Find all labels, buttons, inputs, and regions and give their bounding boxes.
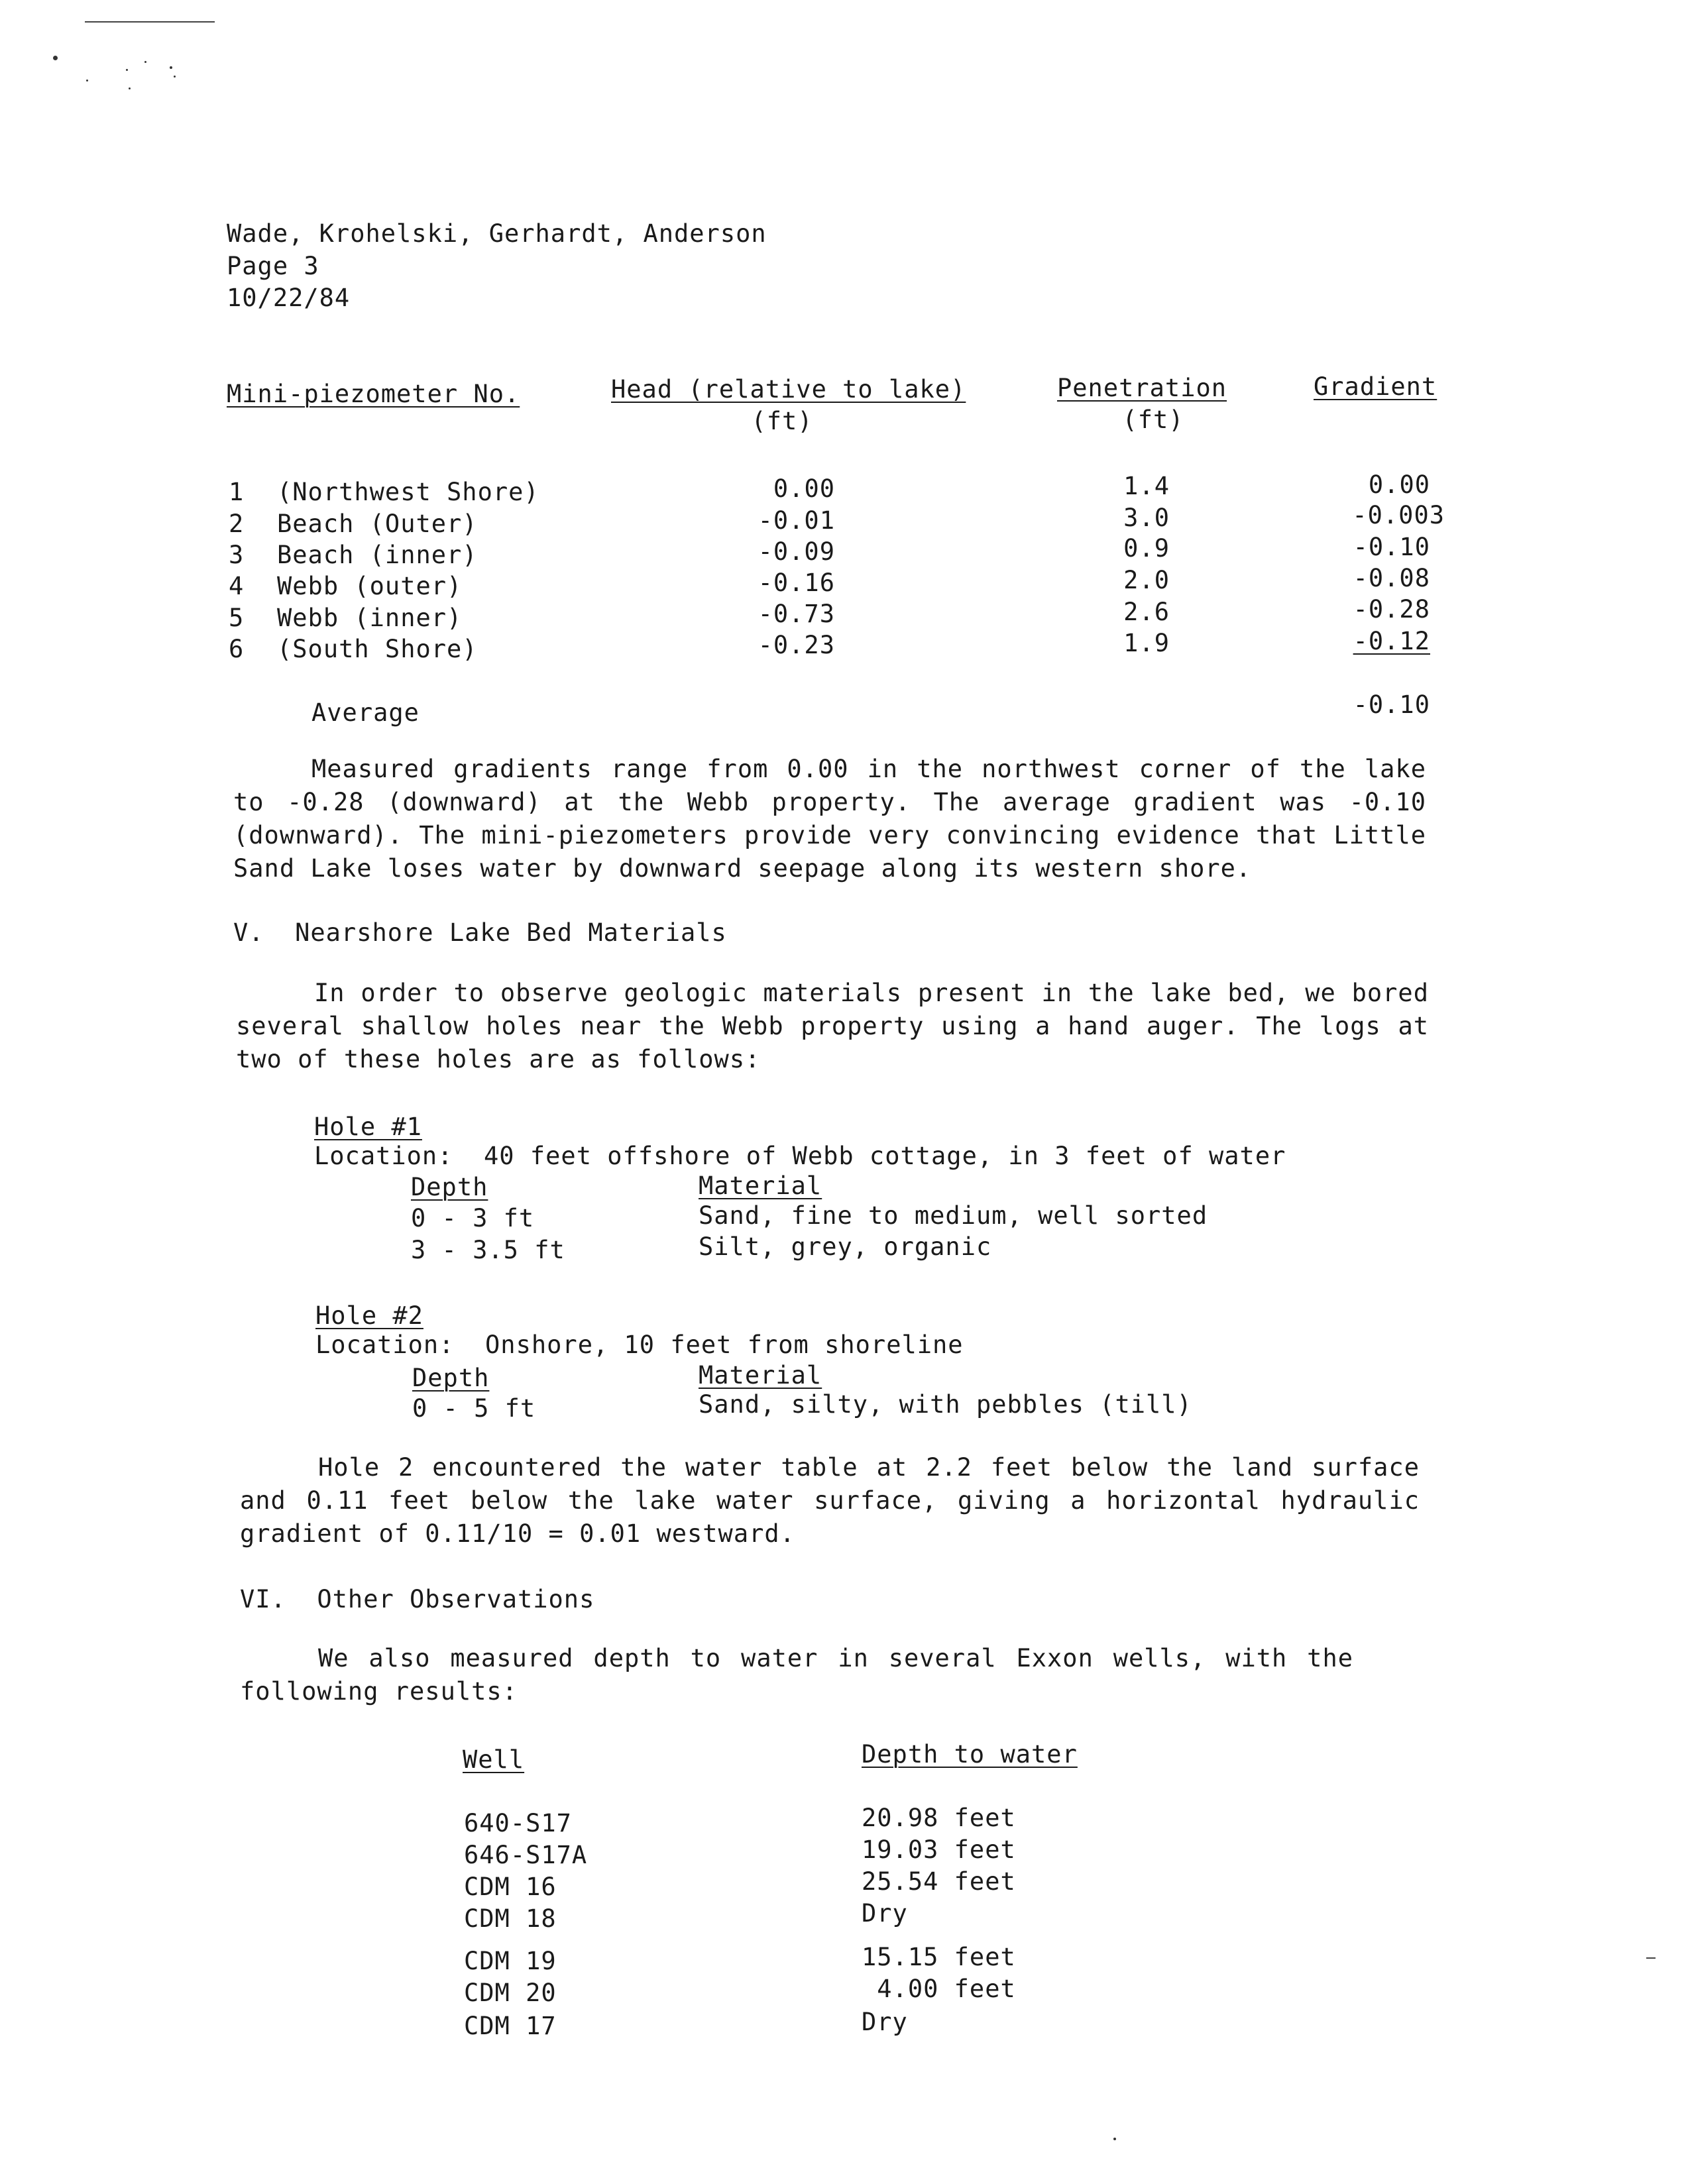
paragraph-wells-intro [240, 1642, 1353, 1708]
hole2-material-header: Material [699, 1361, 822, 1390]
row-gradient: -0.12 [1353, 627, 1430, 655]
scan-speck [144, 61, 146, 63]
row-name: Beach (inner) [277, 541, 478, 569]
row-penetration: 2.0 [1123, 566, 1170, 594]
row-penetration: 3.0 [1123, 504, 1170, 532]
hole2-location: Location: Onshore, 10 feet from shoreline [315, 1331, 964, 1359]
log-depth: 3 - 3.5 ft [411, 1236, 565, 1264]
paragraph-gradient-summary [233, 753, 1426, 885]
hole2-depth-header: Depth [412, 1364, 490, 1392]
well-id: 646-S17A [464, 1841, 588, 1869]
row-number: 4 [229, 572, 245, 600]
well-depth: 19.03 feet [862, 1835, 1016, 1864]
row-name: Beach (Outer) [277, 510, 478, 538]
paragraph-lake-bed-intro [236, 977, 1429, 1076]
header-names: Wade, Krohelski, Gerhardt, Anderson [227, 219, 767, 248]
row-head: -0.23 [758, 631, 835, 659]
col-header-penetration-unit: (ft) [1122, 406, 1184, 434]
hole1-material-header: Material [699, 1172, 822, 1200]
row-number: 5 [229, 604, 245, 632]
row-head: -0.73 [758, 600, 835, 628]
col-header-penetration: Penetration [1057, 374, 1227, 402]
row-head: -0.01 [758, 506, 835, 535]
paragraph-text: Hole 2 encountered the water table at 2.2 feet below the land surface and 0.11 feet below the lake water surface, giving a horizontal hydraulic gradient of 0.11/10 = 0.01 westward. [240, 1453, 1420, 1548]
row-name: Webb (outer) [277, 572, 463, 600]
row-gradient: -0.28 [1353, 595, 1430, 624]
section-heading-v: V. Nearshore Lake Bed Materials [233, 918, 727, 947]
row-penetration: 1.9 [1123, 629, 1170, 657]
average-label: Average [311, 698, 420, 727]
well-id: CDM 20 [464, 1979, 557, 2007]
row-gradient: 0.00 [1368, 470, 1430, 499]
hole2-title: Hole #2 [315, 1301, 423, 1330]
well-id: 640-S17 [464, 1809, 572, 1837]
row-number: 2 [229, 510, 245, 538]
hole1-location: Location: 40 feet offshore of Webb cottage, in 3 feet of water [314, 1142, 1286, 1170]
scan-artifact-line [85, 21, 215, 23]
row-head: 0.00 [773, 474, 835, 503]
row-gradient: -0.08 [1353, 564, 1430, 592]
scan-artifact-line [1646, 1957, 1656, 1959]
col-header-gradient: Gradient [1314, 372, 1437, 401]
well-depth: 25.54 feet [862, 1867, 1016, 1896]
header-page: Page 3 [227, 252, 319, 280]
row-number: 3 [229, 541, 245, 569]
scan-speck [1113, 2138, 1116, 2140]
col-header-head: Head (relative to lake) [611, 375, 966, 404]
row-penetration: 0.9 [1123, 534, 1170, 563]
col-header-well: Well [463, 1745, 525, 1774]
row-gradient: -0.10 [1353, 533, 1430, 561]
well-id: CDM 16 [464, 1873, 557, 1901]
scan-speck [170, 66, 172, 69]
row-name: (South Shore) [277, 635, 478, 663]
section-heading-vi: VI. Other Observations [240, 1585, 595, 1613]
well-id: CDM 17 [464, 2012, 557, 2040]
well-depth: 4.00 feet [862, 1975, 1016, 2003]
row-head: -0.16 [758, 569, 835, 597]
row-penetration: 2.6 [1123, 598, 1170, 626]
paragraph-hole2-conclusion [240, 1451, 1420, 1551]
well-id: CDM 18 [464, 1904, 557, 1933]
paragraph-text: In order to observe geologic materials present in the lake bed, we bored several shallow holes near the Webb property using a hand auger. The logs at two of these holes are as follows: [236, 979, 1429, 1073]
log-material: Sand, silty, with pebbles (till) [699, 1390, 1192, 1419]
row-head: -0.09 [758, 537, 835, 566]
scan-speck [129, 87, 131, 89]
row-number: 6 [229, 635, 245, 663]
row-name: Webb (inner) [277, 604, 463, 632]
paragraph-text: Measured gradients range from 0.00 in the northwest corner of the lake to -0.28 (downward) at the Webb property. The average gradient was -0.10 (downward). The mini-piezometers provide very convincing evidence that Little Sand Lake loses water by downward seepage along its western shore. [233, 755, 1426, 883]
well-id: CDM 19 [464, 1947, 557, 1975]
well-depth: Dry [862, 2008, 908, 2036]
scan-speck [126, 69, 128, 71]
well-depth: 15.15 feet [862, 1943, 1016, 1971]
header-date: 10/22/84 [227, 284, 351, 312]
col-header-depth-to-water: Depth to water [862, 1740, 1078, 1769]
log-depth: 0 - 5 ft [412, 1394, 536, 1423]
scan-speck [174, 76, 176, 78]
row-name: (Northwest Shore) [277, 478, 539, 506]
row-gradient: -0.003 [1352, 501, 1445, 529]
well-depth: 20.98 feet [862, 1804, 1016, 1832]
scan-speck [86, 80, 88, 82]
row-number: 1 [229, 478, 245, 506]
log-depth: 0 - 3 ft [411, 1204, 535, 1232]
log-material: Silt, grey, organic [699, 1232, 992, 1261]
average-value: -0.10 [1353, 690, 1430, 719]
row-penetration: 1.4 [1123, 472, 1170, 500]
log-material: Sand, fine to medium, well sorted [699, 1201, 1208, 1230]
scan-speck [53, 56, 58, 60]
col-header-piezometer-no: Mini-piezometer No. [227, 380, 520, 408]
hole1-title: Hole #1 [314, 1113, 422, 1141]
col-header-head-unit: (ft) [751, 407, 813, 435]
paragraph-text: We also measured depth to water in several Exxon wells, with the following results: [240, 1644, 1353, 1706]
hole1-depth-header: Depth [411, 1173, 488, 1201]
well-depth: Dry [862, 1899, 908, 1928]
